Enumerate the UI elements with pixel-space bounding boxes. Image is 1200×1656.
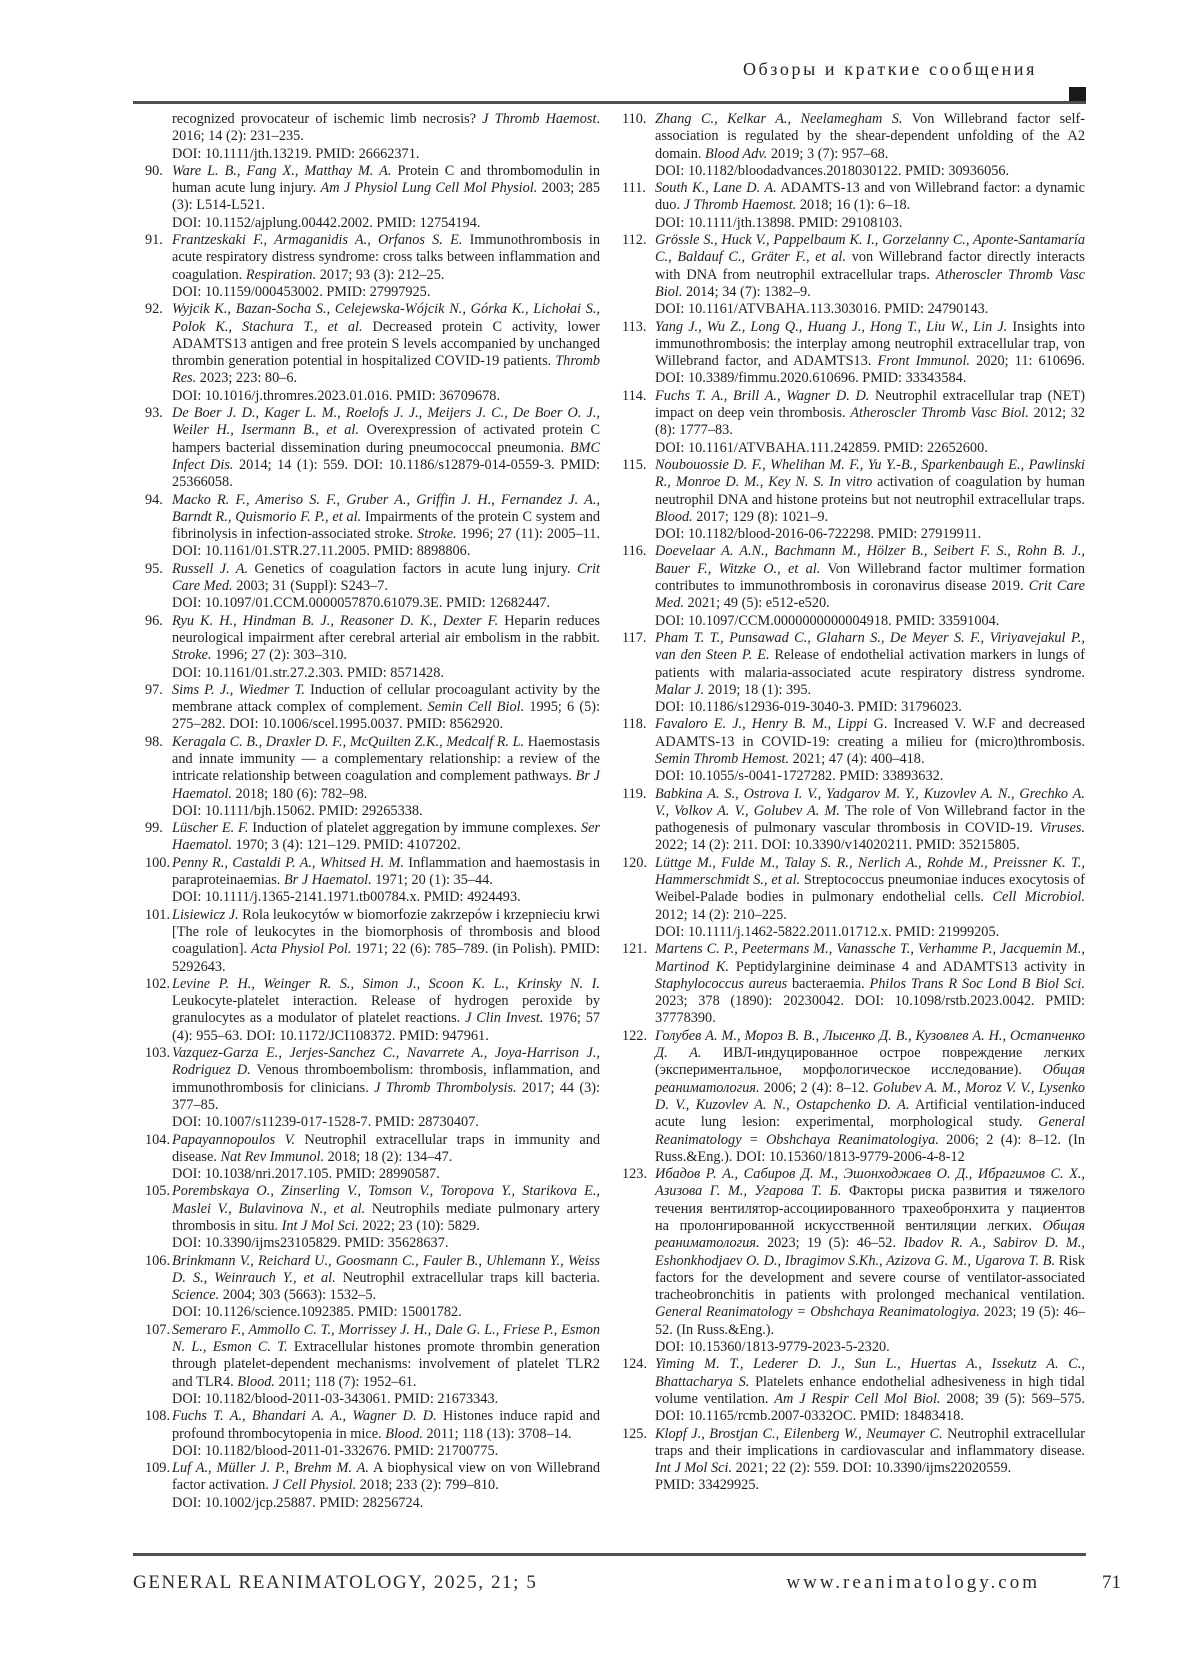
reference-number: 125. xyxy=(622,1425,648,1442)
section-header-title: Обзоры и краткие сообщения xyxy=(742,59,1037,79)
reference-text: Pham T. T., Punsawad C., Glaharn S., De Meyer S. F., Viriyavejakul P., van den Steen P. E. Release of endothelial activation markers in lungs of patients with malaria-associated acute respiratory distress syndrome. Malar J. 2019; 18 (1): 395. DOI: 10.1186/s12936-019-3040-3. PMID: 31796023. xyxy=(655,629,1085,716)
reference-number: 117. xyxy=(622,629,647,646)
reference-entry xyxy=(133,163,600,232)
reference-text: Ware L. B., Fang X., Matthay M. A. Protein C and thrombomodulin in human acute lung injury. Am J Physiol Lung Cell Mol Physiol. 2003; 285 (3): L514-L521. DOI: 10.1152/ajplung.00442.2002. PMID: 12754194. xyxy=(172,162,601,231)
reference-text: Russell J. A. Genetics of coagulation factors in acute lung injury. Crit Care Med. 2003; 31 (Suppl): S243–7. DOI: 10.1097/01.CCM.0000057870.61079.3E. PMID: 12682447. xyxy=(172,560,600,612)
reference-text: Ryu K. H., Hindman B. J., Reasoner D. K., Dexter F. Heparin reduces neurological impairment after cerebral arterial air embolism in the rabbit. Stroke. 1996; 27 (2): 303–310. DOI: 10.1161/01.str.27.2.303. PMID: 8571428. xyxy=(172,612,600,681)
reference-entry xyxy=(133,561,600,613)
reference-entry xyxy=(617,232,1085,318)
reference-entry xyxy=(133,855,600,907)
reference-text: Lüscher E. F. Induction of platelet aggregation by immune complexes. Ser Haematol. 1970; 3 (4): 121–129. PMID: 4107202. xyxy=(172,820,600,854)
footer-journal-title: GENERAL REANIMATOLOGY, 2025, 21; 5 xyxy=(133,1572,538,1593)
reference-text: Macko R. F., Ameriso S. F., Gruber A., Griffin J. H., Fernandez J. A., Barndt R., Quismorio F. P., et al. Impairments of the protein C system and fibrinolysis in infection-associated stroke. Stroke. 1996; 27 (11): 2005–11. DOI: 10.1161/01.STR.27.11.2005. PMID: 8898806. xyxy=(172,491,600,560)
reference-number: 122. xyxy=(622,1027,648,1044)
reference-text: De Boer J. D., Kager L. M., Roelofs J. J., Meijers J. C., De Boer O. J., Weiler H., Isermann B., et al. Overexpression of activated protein C hampers bacterial dissemination during pneumococcal pneumonia. BMC Infect Dis. 2014; 14 (1): 559. DOI: 10.1186/s12879-014-0559-3. PMID: 25366058. xyxy=(172,405,600,491)
reference-entry xyxy=(617,111,1085,180)
reference-entry xyxy=(133,613,600,682)
reference-entry xyxy=(617,1426,1085,1495)
reference-text: Голубев А. М., Мороз В. В., Лысенко Д. В., Кузовлев А. Н., Остапченко Д. А. ИВЛ-индуцированное острое повреждение легких (экспериментальное, морфологическое исследование). Общая реаниматология. 2006; 2 (4): 8–12. Golubev A. M., Moroz V. V., Lysenko D. V., Kuzovlev A. N., Ostapchenko D. A. Artificial ventilation-induced acute lung lesion: experimental, morphological study. General Reanimatology = Obshchaya Reanimatologiya. 2006; 2 (4): 8–12. (In Russ.&Eng.). DOI: 10.15360/1813-9779-2006-4-8-12 xyxy=(655,1027,1086,1165)
reference-entry xyxy=(133,820,600,855)
reference-text: Luf A., Müller J. P., Brehm M. A. A biophysical view on von Willebrand factor activation. J Cell Physiol. 2018; 233 (2): 799–810. DOI: 10.1002/jcp.25887. PMID: 28256724. xyxy=(172,1460,600,1511)
reference-entry xyxy=(133,1253,600,1322)
reference-number: 121. xyxy=(622,941,648,958)
reference-number: 107. xyxy=(145,1321,171,1338)
reference-text: Frantzeskaki F., Armaganidis A., Orfanos S. E. Immunothrombosis in acute respiratory distress syndrome: cross talks between inflammation and coagulation. Respiration. 2017; 93 (3): 212–25. DOI: 10.1159/000453002. PMID: 27997925. xyxy=(172,232,600,300)
reference-number: 105. xyxy=(145,1183,171,1200)
reference-number: 111. xyxy=(622,180,646,197)
reference-entry xyxy=(133,111,600,163)
reference-entry xyxy=(617,1166,1085,1356)
reference-text: Babkina A. S., Ostrova I. V., Yadgarov M. Y., Kuzovlev A. N., Grechko A. V., Volkov A. V., Golubev A. M. The role of Von Willebrand factor in the pathogenesis of pulmonary vascular thrombosis in COVID-19. Viruses. 2022; 14 (2): 211. DOI: 10.3390/v14020211. PMID: 35215805. xyxy=(655,785,1085,854)
reference-text: Semeraro F., Ammollo C. T., Morrissey J. H., Dale G. L., Friese P., Esmon N. L., Esmon C. T. Extracellular histones promote thrombin generation through platelet-dependent mechanisms: involvement of platelet TLR2 and TLR4. Blood. 2011; 118 (7): 1952–61. DOI: 10.1182/blood-2011-03-343061. PMID: 21673343. xyxy=(172,1321,600,1407)
reference-number: 94. xyxy=(145,491,163,508)
reference-number: 124. xyxy=(622,1356,648,1373)
reference-entry xyxy=(133,492,600,561)
reference-number: 114. xyxy=(622,387,647,404)
reference-text: Ибадов Р. А., Сабиров Д. М., Эшонходжаев О. Д., Ибрагимов С. Х., Азизова Г. М., Угарова Т. Б. Факторы риска развития и тяжелого течения вентилятор-ассоциированного трахеобронхита у пациентов на пролонгированной искусственной вентиляции легких. Общая реаниматология. 2023; 19 (5): 46–52. Ibadov R. A., Sabirov D. M., Eshonkhodjaev O. D., Ibragimov S.Kh., Azizova G. M., Ugarova T. B. Risk factors for the development and severe course of ventilator-associated tracheobronchitis in patients with prolonged mechanical ventilation. General Reanimatology = Obshchaya Reanimatologiya. 2023; 19 (5): 46–52. (In Russ.&Eng.). DOI: 10.15360/1813-9779-2023-5-2320. xyxy=(655,1166,1085,1356)
reference-text: Keragala C. B., Draxler D. F., McQuilten Z.K., Medcalf R. L. Haemostasis and innate immunity — a complementary relationship: a review of the intricate relationship between coagulation and complement pathways. Br J Haematol. 2018; 180 (6): 782–98. DOI: 10.1111/bjh.15062. PMID: 29265338. xyxy=(172,733,601,819)
reference-number: 95. xyxy=(145,560,163,577)
reference-entry xyxy=(133,682,600,734)
reference-text: Doevelaar A. A.N., Bachmann M., Hölzer B., Seibert F. S., Rohn B. J., Bauer F., Witzke O., et al. Von Willebrand factor multimer formation contributes to immunothrombosis in coronavirus disease 2019. Crit Care Med. 2021; 49 (5): e512-e520. DOI: 10.1097/CCM.0000000000004918. PMID: 33591004. xyxy=(655,543,1085,629)
reference-text: South K., Lane D. A. ADAMTS-13 and von Willebrand factor: a dynamic duo. J Thromb Haemost. 2018; 16 (1): 6–18. DOI: 10.1111/jth.13898. PMID: 29108103. xyxy=(655,180,1085,231)
reference-entry xyxy=(133,405,600,491)
footer-rule xyxy=(133,1553,1086,1556)
reference-entry xyxy=(617,941,1085,1027)
reference-number: 113. xyxy=(622,318,647,335)
reference-text: Sims P. J., Wiedmer T. Induction of cellular procoagulant activity by the membrane attack complex of complement. Semin Cell Biol. 1995; 6 (5): 275–282. DOI: 10.1006/scel.1995.0037. PMID: 8562920. xyxy=(172,681,600,733)
reference-number: 102. xyxy=(145,975,171,992)
reference-number: 91. xyxy=(145,232,163,249)
reference-entry xyxy=(133,734,600,820)
reference-text: Vazquez-Garza E., Jerjes-Sanchez C., Navarrete A., Joya-Harrison J., Rodriguez D. Venous thromboembolism: thrombosis, inflammation, and immunothrombosis for clinicians. J Thromb Thrombolysis. 2017; 44 (3): 377–85. DOI: 10.1007/s11239-017-1528-7. PMID: 28730407. xyxy=(172,1045,601,1131)
header-rule xyxy=(133,101,1086,104)
reference-entry xyxy=(133,1132,600,1184)
reference-number: 101. xyxy=(145,906,171,923)
reference-entry xyxy=(133,301,600,405)
reference-text: Zhang C., Kelkar A., Neelamegham S. Von Willebrand factor self-association is regulated by the shear-dependent unfolding of the A2 domain. Blood Adv. 2019; 3 (7): 957–68. DOI: 10.1182/bloodadvances.2018030122. PMID: 30936056. xyxy=(655,111,1085,179)
section-marker-square xyxy=(1069,87,1086,102)
reference-entry xyxy=(617,630,1085,716)
reference-number: 106. xyxy=(145,1252,171,1269)
reference-number: 116. xyxy=(622,543,647,560)
reference-number: 118. xyxy=(622,716,647,733)
reference-text: Lüttge M., Fulde M., Talay S. R., Nerlich A., Rohde M., Preissner K. T., Hammerschmidt S., et al. Streptococcus pneumoniae induces exocytosis of Weibel-Palade bodies in pulmonary endothelial cells. Cell Microbiol. 2012; 14 (2): 210–225. DOI: 10.1111/j.1462-5822.2011.01712.x. PMID: 21999205. xyxy=(655,854,1085,940)
reference-number: 100. xyxy=(145,854,171,871)
reference-text: Yang J., Wu Z., Long Q., Huang J., Hong T., Liu W., Lin J. Insights into immunothrombosis: the interplay among neutrophil extracellular trap, von Willebrand factor, and ADAMTS13. Front Immunol. 2020; 11: 610696. DOI: 10.3389/fimmu.2020.610696. PMID: 33343584. xyxy=(655,318,1086,387)
reference-number: 90. xyxy=(145,162,163,179)
reference-text: Fuchs T. A., Brill A., Wagner D. D. Neutrophil extracellular trap (NET) impact on deep vein thrombosis. Atheroscler Thromb Vasc Biol. 2012; 32 (8): 1777–83. DOI: 10.1161/ATVBAHA.111.242859. PMID: 22652600. xyxy=(655,387,1086,456)
reference-entry xyxy=(617,786,1085,855)
reference-text: recognized provocateur of ischemic limb necrosis? J Thromb Haemost. 2016; 14 (2): 231–235. DOI: 10.1111/jth.13219. PMID: 26662371. xyxy=(172,111,601,162)
reference-number: 123. xyxy=(622,1166,648,1183)
reference-text: Papayannopoulos V. Neutrophil extracellular traps in immunity and disease. Nat Rev Immunol. 2018; 18 (2): 134–47. DOI: 10.1038/nri.2017.105. PMID: 28990587. xyxy=(172,1131,600,1183)
reference-number: 92. xyxy=(145,301,163,318)
reference-entry xyxy=(617,543,1085,629)
reference-entry xyxy=(133,1460,600,1512)
reference-entry xyxy=(133,1183,600,1252)
reference-text: Lisiewicz J. Rola leukocytów w biomorfozie zakrzepów i krzepnieciu krwi [The role of leukocytes in the biomorphosis of thrombosis and blood coagulation]. Acta Physiol Pol. 1971; 22 (6): 785–789. (in Polish). PMID: 5292643. xyxy=(172,906,600,975)
reference-number: 93. xyxy=(145,405,163,422)
reference-number: 104. xyxy=(145,1131,171,1148)
reference-entry xyxy=(617,457,1085,543)
reference-text: Wyjcik K., Bazan-Socha S., Celejewska-Wójcik N., Górka K., Lichołai S., Polok K., Stachura T., et al. Decreased protein C activity, lower ADAMTS13 antigen and free protein S levels accompanied by unchanged thrombin generation potential in hospitalized COVID-19 patients. Thromb Res. 2023; 223: 80–6. DOI: 10.1016/j.thromres.2023.01.016. PMID: 36709678. xyxy=(172,301,600,404)
reference-number: 97. xyxy=(145,681,163,698)
reference-number: 112. xyxy=(622,232,647,249)
references-column-left xyxy=(133,111,600,1512)
reference-number: 99. xyxy=(145,820,163,837)
reference-number: 98. xyxy=(145,733,163,750)
reference-number: 103. xyxy=(145,1045,171,1062)
reference-text: Klopf J., Brostjan C., Eilenberg W., Neumayer C. Neutrophil extracellular traps and their implications in cardiovascular and inflammatory disease. Int J Mol Sci. 2021; 22 (2): 559. DOI: 10.3390/ijms22020559. PMID: 33429925. xyxy=(655,1425,1085,1494)
reference-entry xyxy=(617,319,1085,388)
footer-website-link: www.reanimatology.com xyxy=(786,1572,1040,1593)
reference-text: Noubouossie D. F., Whelihan M. F., Yu Y.-B., Sparkenbaugh E., Pawlinski R., Monroe D. M., Key N. S. In vitro activation of coagulation by human neutrophil DNA and histone proteins but not neutrophil extracellular traps. Blood. 2017; 129 (8): 1021–9. DOI: 10.1182/blood-2016-06-722298. PMID: 27919911. xyxy=(655,456,1085,543)
reference-entry xyxy=(617,716,1085,785)
reference-entry xyxy=(617,388,1085,457)
reference-number: 120. xyxy=(622,854,648,871)
reference-text: Fuchs T. A., Bhandari A. A., Wagner D. D. Histones induce rapid and profound thrombocytopenia in mice. Blood. 2011; 118 (13): 3708–14. DOI: 10.1182/blood-2011-01-332676. PMID: 21700775. xyxy=(172,1408,600,1459)
reference-number: 110. xyxy=(622,111,647,127)
reference-entry xyxy=(617,180,1085,232)
reference-number: 109. xyxy=(145,1460,171,1477)
reference-number: 119. xyxy=(622,785,647,802)
reference-text: Porembskaya O., Zinserling V., Tomson V., Toropova Y., Starikova E., Maslei V., Bulavinova N., et al. Neutrophils mediate pulmonary artery thrombosis in situ. Int J Mol Sci. 2022; 23 (10): 5829. DOI: 10.3390/ijms23105829. PMID: 35628637. xyxy=(172,1183,600,1252)
reference-text: Penny R., Castaldi P. A., Whitsed H. M. Inflammation and haemostasis in paraproteinaemias. Br J Haematol. 1971; 20 (1): 35–44. DOI: 10.1111/j.1365-2141.1971.tb00784.x. PMID: 4924493. xyxy=(172,854,600,906)
reference-entry xyxy=(133,907,600,976)
reference-text: Brinkmann V., Reichard U., Goosmann C., Fauler B., Uhlemann Y., Weiss D. S., Weinrauch Y., et al. Neutrophil extracellular traps kill bacteria. Science. 2004; 303 (5663): 1532–5. DOI: 10.1126/science.1092385. PMID: 15001782. xyxy=(172,1252,600,1321)
reference-entry xyxy=(617,1356,1085,1425)
reference-number: 96. xyxy=(145,612,163,629)
reference-text: Martens C. P., Peetermans M., Vanassche T., Verhamme P., Jacquemin M., Martinod K. Peptidylarginine deiminase 4 and ADAMTS13 activity in Staphylococcus aureus bacteraemia. Philos Trans R Soc Lond B Biol Sci. 2023; 378 (1890): 20230042. DOI: 10.1098/rstb.2023.0042. PMID: 37778390. xyxy=(655,941,1085,1027)
reference-number: 108. xyxy=(145,1408,171,1425)
reference-entry xyxy=(617,1028,1085,1166)
reference-text: Grössle S., Huck V., Pappelbaum K. I., Gorzelanny C., Aponte-Santamaría C., Baldauf C., Gräter F., et al. von Willebrand factor directly interacts with DNA from neutrophil extracellular traps. Atheroscler Thromb Vasc Biol. 2014; 34 (7): 1382–9. DOI: 10.1161/ATVBAHA.113.303016. PMID: 24790143. xyxy=(655,232,1085,318)
footer-page-number: 71 xyxy=(1102,1572,1121,1593)
reference-entry xyxy=(133,1408,600,1460)
reference-text: Yiming M. T., Lederer D. J., Sun L., Huertas A., Issekutz A. C., Bhattacharya S. Platelets enhance endothelial adhesiveness in high tidal volume ventilation. Am J Respir Cell Mol Biol. 2008; 39 (5): 569–575. DOI: 10.1165/rcmb.2007-0332OC. PMID: 18483418. xyxy=(655,1356,1085,1425)
reference-number: 115. xyxy=(622,456,647,473)
reference-text: Favaloro E. J., Henry B. M., Lippi G. Increased V. W.F and decreased ADAMTS-13 in COVID-19: creating a milieu for (micro)thrombosis. Semin Thromb Hemost. 2021; 47 (4): 400–418. DOI: 10.1055/s-0041-1727282. PMID: 33893632. xyxy=(655,716,1085,785)
reference-entry xyxy=(133,1322,600,1408)
reference-entry xyxy=(133,232,600,301)
reference-entry xyxy=(133,976,600,1045)
reference-text: Levine P. H., Weinger R. S., Simon J., Scoon K. L., Krinsky N. I. Leukocyte-platelet interaction. Release of hydrogen peroxide by granulocytes as a modulator of platelet reactions. J Clin Invest. 1976; 57 (4): 955–63. DOI: 10.1172/JCI108372. PMID: 947961. xyxy=(172,975,600,1044)
references-column-right xyxy=(617,111,1085,1495)
reference-entry xyxy=(133,1045,600,1131)
reference-entry xyxy=(617,855,1085,941)
